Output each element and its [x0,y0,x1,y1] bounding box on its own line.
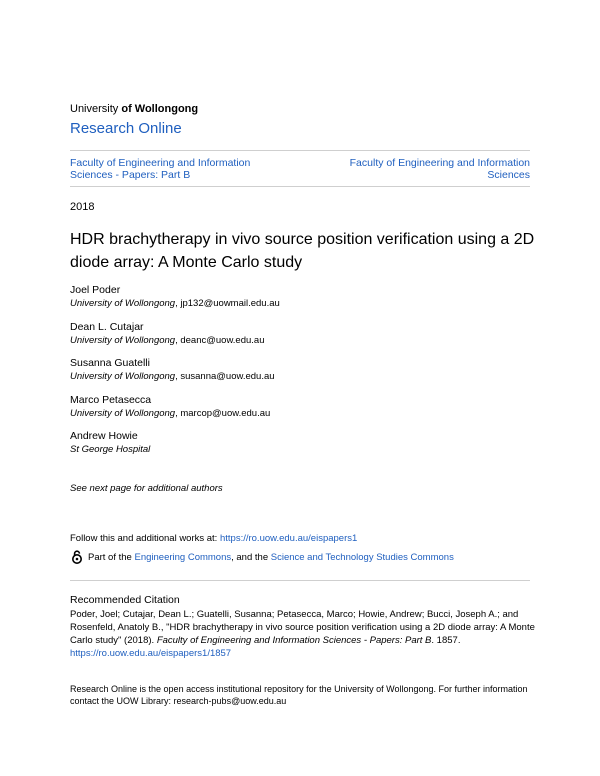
divider-citation [70,580,530,581]
author-name: Dean L. Cutajar [70,321,144,333]
open-access-icon [70,550,84,564]
engineering-commons-link[interactable]: Engineering Commons [134,551,232,563]
follow-line: Follow this and additional works at: https://ro.uow.edu.au/eispapers1 [70,533,358,544]
part-of-line: Part of the Engineering Commons, and the Science and Technology Studies Commons [70,550,454,564]
author-affiliation: University of Wollongong, deanc@uow.edu.au [70,335,265,346]
citation-url-link[interactable]: https://ro.uow.edu.au/eispapers1/1857 [70,648,232,659]
author-email[interactable]: deanc@uow.edu.au [180,335,265,346]
author-affiliation: St George Hospital [70,444,151,455]
faculty-link[interactable]: Faculty of Engineering and Information Sciences [349,157,530,181]
see-next-page-note: See next page for additional authors [70,483,223,494]
author-block [70,356,275,384]
author-name: Andrew Howie [70,430,138,442]
research-online-link[interactable]: Research Online [70,120,182,137]
collection-url-link[interactable]: https://ro.uow.edu.au/eispapers1 [219,533,358,544]
author-block [70,429,150,457]
author-name: Marco Petasecca [70,394,152,406]
author-name: Joel Poder [70,284,121,296]
author-email[interactable]: marcop@uow.edu.au [180,408,271,419]
divider-faculty [70,186,530,187]
publication-year: 2018 [70,201,95,213]
author-affiliation: University of Wollongong, jp132@uowmail.edu.au [70,298,280,309]
author-block [70,283,280,311]
author-affiliation: University of Wollongong, marcop@uow.edu.au [70,408,271,419]
author-email[interactable]: susanna@uow.edu.au [180,371,275,382]
author-block [70,393,270,421]
citation-text: Poder, Joel; Cutajar, Dean L.; Guatelli, Susanna; Petasecca, Marco; Howie, Andrew; Bucci, Joseph A.; and Rosenfeld, Anatoly B., "HDR brachytherapy in vivo source position verification using a 2D diode array: A Monte Carlo study" (2018). Faculty of Engineering and Information Sciences - Papers: Part B. 1857. https://ro.uow.edu.au/eispapers1/1857 [70,609,535,659]
paper-title: HDR brachytherapy in vivo source position verification using a 2D diode array: A Monte Carlo study [70,231,535,271]
university-name: University of Wollongong [70,103,199,115]
author-name: Susanna Guatelli [70,357,150,369]
repository-footer: Research Online is the open access institutional repository for the University of Wollongong. For further information contact the UOW Library: research-pubs@uow.edu.au [70,684,528,706]
science-technology-commons-link[interactable]: Science and Technology Studies Commons [270,551,454,563]
author-block [70,320,265,348]
divider-top [70,150,530,151]
faculty-papers-link[interactable]: Faculty of Engineering and Information Sciences - Papers: Part B [70,157,251,181]
author-email[interactable]: jp132@uowmail.edu.au [180,298,280,309]
recommended-citation-heading: Recommended Citation [70,594,180,606]
author-affiliation: University of Wollongong, susanna@uow.edu.au [70,371,275,382]
